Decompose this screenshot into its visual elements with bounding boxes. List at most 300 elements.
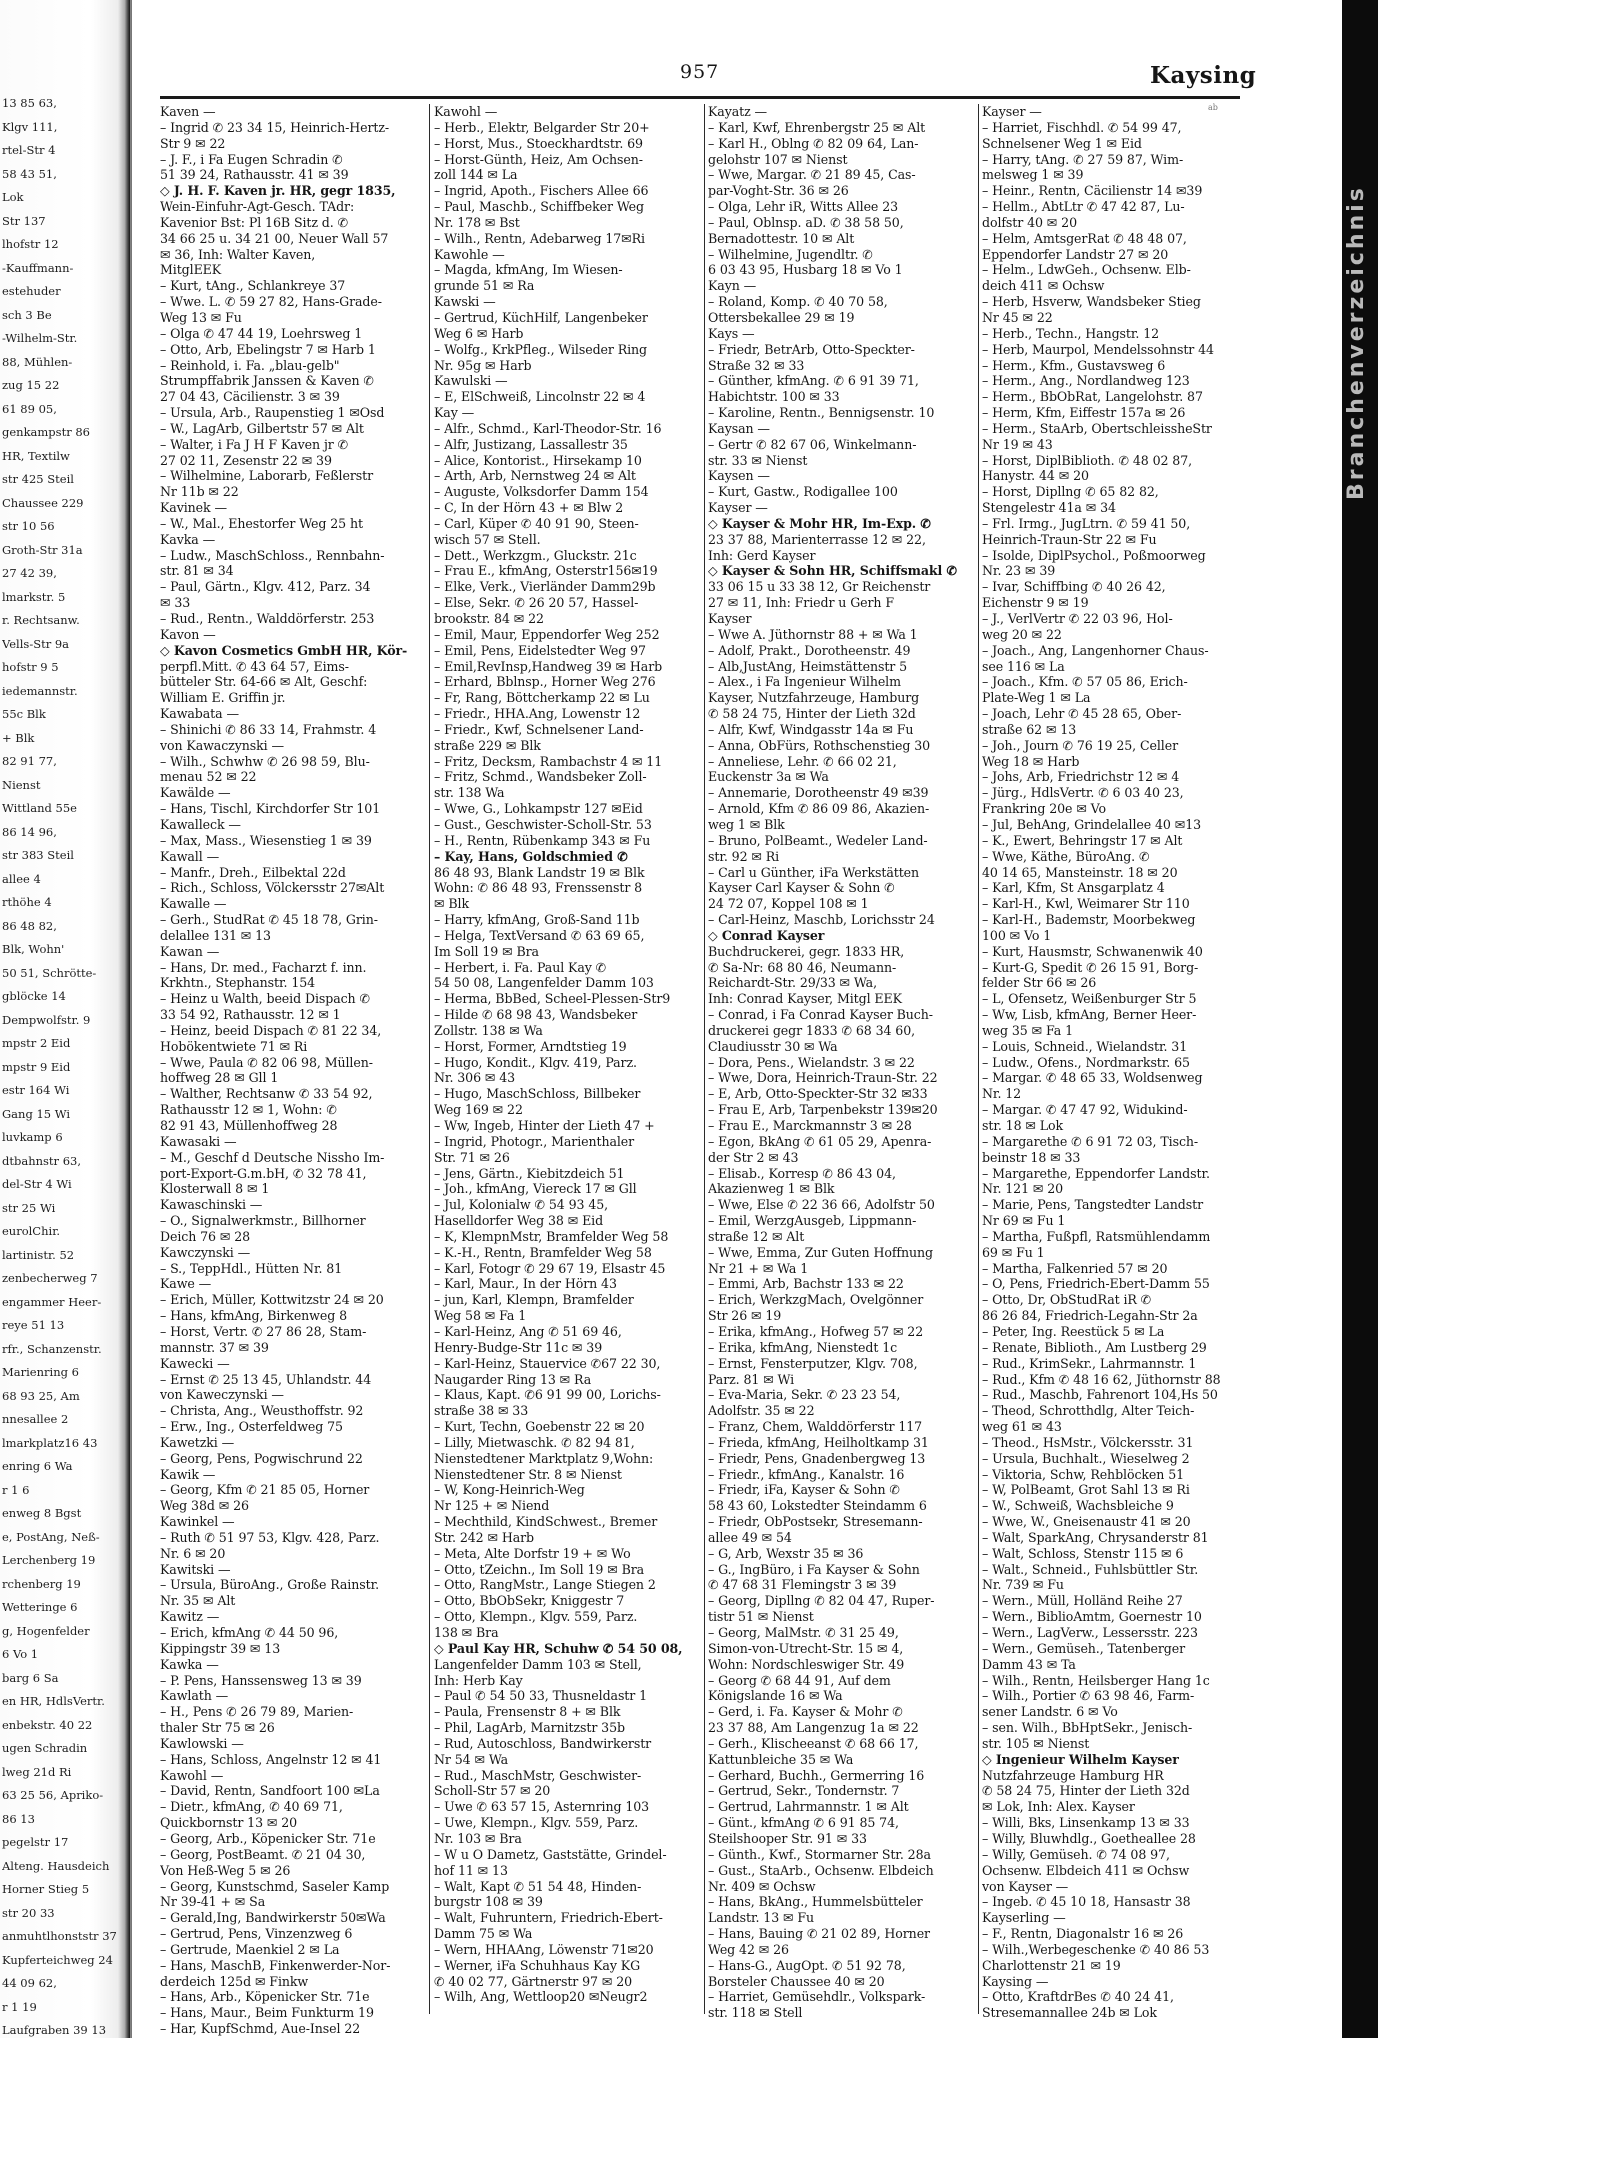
directory-entry: – Gertrud, Sekr., Tondernstr. 7	[708, 1783, 900, 1799]
directory-entry: 58 43 60, Lokstedter Steindamm 6	[708, 1498, 927, 1514]
directory-entry: – W u O Dametz, Gaststätte, Grindel-	[434, 1846, 667, 1862]
directory-entry: ◇ Kavon Cosmetics GmbH HR, Kör-	[160, 642, 408, 658]
fragment-line: r. Rechtsanw.	[2, 613, 80, 627]
directory-entry: – Martha, Fußpfl, Ratsmühlendamm	[982, 1228, 1211, 1244]
directory-entry: – Ivar, Schiffbing ✆ 40 26 42,	[982, 579, 1166, 595]
directory-entry: hof 11 ✉ 13	[434, 1862, 508, 1878]
fragment-line: 55c Blk	[2, 707, 46, 721]
directory-entry: 33 06 15 u 33 38 12, Gr Reichenstr	[708, 579, 931, 595]
directory-entry: Plate-Weg 1 ✉ La	[982, 690, 1091, 706]
directory-entry: tistr 51 ✉ Nienst	[708, 1609, 814, 1625]
directory-entry: str. 33 ✉ Nienst	[708, 452, 808, 468]
directory-entry: – Dora, Pens., Wielandstr. 3 ✉ 22	[708, 1054, 915, 1070]
directory-entry: beinstr 18 ✉ 33	[982, 1149, 1081, 1165]
fragment-line: r 1 6	[2, 1482, 30, 1497]
directory-entry: – K., Ewert, Behringstr 17 ✉ Alt	[982, 832, 1183, 848]
directory-entry: – Wern., Müll, Holländ Reihe 27	[982, 1593, 1183, 1609]
directory-entry: – Gertr ✆ 82 67 06, Winkelmann-	[708, 436, 917, 452]
fragment-line: lartinistr. 52	[2, 1247, 75, 1262]
directory-entry: – M., Geschf d Deutsche Nissho Im-	[160, 1149, 385, 1165]
directory-entry: – Karl-Heinz, Stauervice ✆67 22 30,	[434, 1355, 661, 1371]
surname-heading: Kay —	[434, 405, 475, 421]
directory-entry: – Eva-Maria, Sekr. ✆ 23 23 54,	[708, 1387, 901, 1403]
directory-entry: – Uwe ✆ 63 57 15, Asternring 103	[434, 1799, 650, 1815]
directory-entry: – Ww, Lisb, kfmAng, Berner Heer-	[982, 1007, 1197, 1023]
directory-entry: – Helga, TextVersand ✆ 63 69 65,	[434, 927, 645, 943]
directory-entry: Nr. 12	[982, 1086, 1022, 1102]
fragment-line: 86 14 96,	[2, 824, 57, 839]
directory-entry: – Walt, SparkAng, Chrysanderstr 81	[982, 1529, 1209, 1545]
directory-entry: Nr 19 ✉ 43	[982, 436, 1053, 452]
directory-entry: sener Landstr. 6 ✉ Vo	[982, 1704, 1118, 1720]
directory-entry: – Kurt, Hausmstr, Schwanenwik 40	[982, 943, 1203, 959]
directory-entry: allee 49 ✉ 54	[708, 1529, 792, 1545]
surname-heading: von Kaweczynski —	[160, 1387, 284, 1403]
directory-entry: 27 02 11, Zesenstr 22 ✉ 39	[160, 452, 332, 468]
directory-entry: – Hans, Maur., Beim Funkturm 19	[160, 2005, 374, 2021]
directory-entry: MitglEEK	[160, 262, 222, 278]
directory-entry: – W., LagArb, Gilbertstr 57 ✉ Alt	[160, 420, 364, 436]
directory-entry: – Erika, kfmAng, Nienstedt 1c	[708, 1339, 898, 1355]
fragment-line: luvkamp 6	[2, 1130, 63, 1144]
directory-entry: Weg 13 ✉ Fu	[160, 309, 242, 325]
directory-entry: – Lilly, Mietwaschk. ✆ 82 94 81,	[434, 1434, 635, 1450]
directory-entry: Inh: Conrad Kayser, Mitgl EEK	[708, 991, 902, 1007]
directory-entry: – Otto, Arb, Ebelingstr 7 ✉ Harb 1	[160, 341, 376, 357]
fragment-line: lweg 21d Ri	[2, 1764, 72, 1779]
directory-entry: brookstr. 84 ✉ 22	[434, 611, 544, 626]
directory-entry: – Karl H., Oblng ✆ 82 09 64, Lan-	[708, 135, 919, 151]
directory-entry: ◇ Paul Kay HR, Schuhw ✆ 54 50 08,	[434, 1640, 683, 1656]
surname-heading: Kawälde —	[160, 785, 231, 801]
fragment-line: 68 93 25, Am	[2, 1388, 80, 1403]
fragment-line: Dempwolfstr. 9	[2, 1012, 91, 1027]
directory-entry: – Rud, Autoschloss, Bandwirkerstr	[434, 1735, 652, 1751]
directory-entry: – Otto, Klempn., Klgv. 559, Parz.	[434, 1609, 638, 1625]
directory-entry: str. 118 ✉ Stell	[708, 2005, 803, 2021]
directory-entry: ✉ 36, Inh: Walter Kaven,	[160, 246, 316, 262]
directory-entry: mannstr. 37 ✉ 39	[160, 1339, 269, 1355]
fragment-line: Lok	[2, 190, 24, 204]
surname-heading: Kawka —	[160, 1656, 219, 1672]
directory-entry: – Günther, kfmAng. ✆ 6 91 39 71,	[708, 373, 919, 389]
directory-entry: – Otto, KraftdrBes ✆ 40 24 41,	[982, 1989, 1174, 2005]
fragment-line: estehuder	[2, 284, 61, 298]
surname-heading: Kawasaki —	[160, 1133, 237, 1149]
fragment-line: zug 15 22	[2, 378, 60, 392]
directory-entry: Kattunbleiche 35 ✉ Wa	[708, 1751, 854, 1767]
directory-entry: – Paul, Maschb., Schiffbeker Weg	[434, 199, 644, 215]
directory-entry: – Friedr, BetrArb, Otto-Speckter-	[708, 341, 915, 357]
directory-entry: – Alb,JustAng, Heimstättenstr 5	[708, 658, 908, 674]
fragment-line: del-Str 4 Wi	[2, 1177, 72, 1191]
fragment-line: 44 09 62,	[2, 1976, 57, 1990]
directory-entry: Euckenstr 3a ✉ Wa	[708, 769, 829, 785]
fragment-line: enring 6 Wa	[2, 1459, 73, 1473]
directory-entry: – Wilh., Rentn, Adebarweg 17✉Ri	[434, 230, 645, 246]
header-rule	[160, 96, 1240, 99]
surname-heading: Kawabata —	[160, 706, 239, 722]
directory-entry: Nr. 409 ✉ Ochsw	[708, 1878, 816, 1894]
directory-entry: – Harriet, Gemüsehdlr., Volkspark-	[708, 1989, 926, 2005]
surname-heading: Kayser —	[982, 104, 1042, 119]
directory-entry: – Wwe, G., Lohkampstr 127 ✉Eid	[434, 801, 643, 817]
surname-heading: Kaysing —	[982, 1973, 1049, 1989]
directory-entry: weg 20 ✉ 22	[982, 626, 1062, 642]
directory-entry: – Theod., HsMstr., Völckersstr. 31	[982, 1434, 1194, 1450]
fragment-line: zenbecherweg 7	[2, 1271, 98, 1285]
fragment-line: genkampstr 86	[2, 425, 90, 439]
directory-entry: – Kurt, Gastw., Rodigallee 100	[708, 484, 898, 500]
fragment-line: engammer Heer-	[2, 1294, 102, 1309]
directory-entry: – Rud., MaschMstr, Geschwister-	[434, 1767, 642, 1783]
surname-heading: Kawetzki —	[160, 1434, 235, 1450]
directory-entry: – K.-H., Rentn, Bramfelder Weg 58	[434, 1244, 652, 1260]
directory-entry: Naugarder Ring 13 ✉ Ra	[434, 1371, 592, 1387]
directory-entry: straße 229 ✉ Blk	[434, 737, 541, 753]
fragment-line: 86 13	[2, 1811, 35, 1826]
directory-entry: – Kurt, Techn, Goebenstr 22 ✉ 20	[434, 1419, 645, 1435]
directory-entry: – Erhard, Bblnsp., Horner Weg 276	[434, 674, 656, 690]
directory-entry: Inh: Herb Kay	[434, 1672, 523, 1688]
bottom-margin	[0, 2038, 1380, 2177]
directory-entry: Kavenior Bst: Pl 16B Sitz d. ✆	[160, 214, 349, 230]
directory-entry: 51 39 24, Rathausstr. 41 ✉ 39	[160, 167, 349, 183]
directory-entry: hoffweg 28 ✉ Gll 1	[160, 1070, 279, 1086]
surname-heading: Kayser —	[708, 500, 768, 516]
directory-entry: – Fritz, Schmd., Wandsbeker Zoll-	[434, 769, 647, 785]
directory-entry: – W., Schweiß, Wachsbleiche 9	[982, 1498, 1174, 1514]
directory-entry: Ochsenw. Elbdeich 411 ✉ Ochsw	[982, 1862, 1190, 1878]
fragment-line: rthöhe 4	[2, 895, 52, 909]
directory-entry: – Arth, Arb, Nernstweg 24 ✉ Alt	[434, 468, 636, 484]
directory-entry: der Str 2 ✉ 43	[708, 1149, 799, 1165]
directory-entry: – Erika, kfmAng., Hofweg 57 ✉ 22	[708, 1323, 924, 1339]
directory-entry: – Herm., Ang., Nordlandweg 123	[982, 373, 1190, 389]
directory-entry: derdeich 125d ✉ Finkw	[160, 1973, 309, 1989]
directory-entry: Bernadottestr. 10 ✉ Alt	[708, 230, 855, 246]
directory-entry: – Ingrid ✆ 23 34 15, Heinrich-Hertz-	[160, 119, 390, 135]
spine-band	[1342, 0, 1378, 2055]
directory-entry: Nr 11b ✉ 22	[160, 484, 239, 500]
fragment-line: Klgv 111,	[2, 119, 58, 134]
directory-entry: – Joach., Ang, Langenhorner Chaus-	[982, 642, 1209, 658]
directory-entry: – Carl, Küper ✆ 40 91 90, Steen-	[434, 515, 639, 531]
fragment-line: Chaussee 229	[2, 495, 84, 510]
directory-entry: Straße 32 ✉ 33	[708, 357, 805, 373]
directory-entry: – E, Arb, Otto-Speckter-Str 32 ✉33	[708, 1086, 928, 1102]
directory-entry: ◇ J. H. F. Kaven jr. HR, gegr 1835,	[160, 183, 396, 199]
directory-entry: straße 38 ✉ 33	[434, 1403, 529, 1419]
directory-entry: – Werner, iFa Schuhhaus Kay KG	[434, 1957, 641, 1973]
directory-entry: – Georg, Arb., Köpenicker Str. 71e	[160, 1830, 376, 1846]
column-divider	[978, 104, 979, 2014]
directory-entry: ✆ 40 02 77, Gärtnerstr 97 ✉ 20	[434, 1973, 633, 1989]
directory-entry: – Horst, Mus., Stoeckhardtstr. 69	[434, 135, 643, 151]
directory-entry: ◇ Conrad Kayser	[708, 927, 825, 943]
directory-entry: ✉ 33	[160, 595, 191, 611]
directory-entry: – Karl, Kwf, Ehrenbergstr 25 ✉ Alt	[708, 119, 926, 135]
directory-entry: – E, ElSchweiß, Lincolnstr 22 ✉ 4	[434, 389, 646, 405]
directory-entry: – O, Pens, Friedrich-Ebert-Damm 55	[982, 1276, 1210, 1292]
directory-entry: 86 26 84, Friedrich-Legahn-Str 2a	[982, 1308, 1198, 1324]
directory-entry: – Herbert, i. Fa. Paul Kay ✆	[434, 959, 607, 975]
column-divider	[704, 104, 705, 2014]
directory-entry: port-Export-G.m.bH, ✆ 32 78 41,	[160, 1165, 367, 1181]
directory-entry: – Olga ✆ 47 44 19, Loehrsweg 1	[160, 325, 363, 341]
directory-entry: – Paul, Oblnsp. aD. ✆ 38 58 50,	[708, 214, 904, 230]
directory-entry: – Annemarie, Dorotheenstr 49 ✉39	[708, 785, 929, 801]
fragment-line: dtbahnstr 63,	[2, 1153, 81, 1168]
directory-entry: – Karl-H., Kwl, Weimarer Str 110	[982, 896, 1190, 912]
directory-column-2	[434, 104, 704, 2005]
surname-heading: Kaysen —	[708, 468, 770, 484]
fragment-line: gblöcke 14	[2, 989, 66, 1003]
directory-entry: see 116 ✉ La	[982, 658, 1065, 674]
directory-entry: – Bruno, PolBeamt., Wedeler Land-	[708, 832, 928, 848]
surname-heading: Kawlowski —	[160, 1735, 244, 1751]
fragment-line: Alteng. Hausdeich	[2, 1858, 110, 1873]
scan-margin	[1340, 0, 1600, 2177]
directory-entry: Haselldorfer Weg 38 ✉ Eid	[434, 1213, 604, 1229]
surname-heading: Kawohl —	[434, 104, 498, 119]
directory-entry: Rathausstr 12 ✉ 1, Wohn: ✆	[160, 1102, 337, 1118]
directory-entry: – Ww, Ingeb, Hinter der Lieth 47 +	[434, 1118, 655, 1133]
directory-entry: straße 12 ✉ Alt	[708, 1228, 805, 1244]
directory-entry: – Georg, Dipllng ✆ 82 04 47, Ruper-	[708, 1593, 935, 1609]
directory-entry: – Walt, Fuhruntern, Friedrich-Ebert-	[434, 1910, 663, 1926]
directory-entry: – Walter, i Fa J H F Kaven jr ✆	[160, 436, 349, 452]
directory-entry: – Mechthild, KindSchwest., Bremer	[434, 1514, 658, 1530]
directory-entry: – Rich., Schloss, Völckersstr 27✉Alt	[160, 880, 385, 896]
directory-entry: – Georg ✆ 68 44 91, Auf dem	[708, 1672, 891, 1688]
surname-heading: Kawalleck —	[160, 816, 241, 832]
directory-entry: – Rud., Rentn., Walddörferstr. 253	[160, 611, 375, 626]
directory-entry: – Fr, Rang, Böttcherkamp 22 ✉ Lu	[434, 690, 650, 706]
directory-entry: zoll 144 ✉ La	[434, 167, 518, 183]
directory-entry: – Herm., BbObRat, Langelohstr. 87	[982, 389, 1203, 405]
directory-entry: – Horst, DiplBiblioth. ✆ 48 02 87,	[982, 452, 1193, 468]
directory-entry: – Herb, Hsverw, Wandsbeker Stieg	[982, 294, 1201, 310]
directory-entry: – Emil, Pens, Eidelstedter Weg 97	[434, 642, 646, 658]
directory-entry: Nienstedtener Marktplatz 9,Wohn:	[434, 1450, 654, 1466]
directory-entry: – W, Kong-Heinrich-Weg	[434, 1482, 585, 1498]
directory-entry: Wohn: Nordschleswiger Str. 49	[708, 1656, 905, 1672]
directory-entry: – Ingrid, Photogr., Marienthaler	[434, 1133, 635, 1149]
directory-entry: – Friedr, iFa, Kayser & Sohn ✆	[708, 1482, 900, 1498]
directory-entry: – Friedr, Pens, Gnadenbergweg 13	[708, 1450, 926, 1466]
fragment-line: -Wilhelm-Str.	[2, 331, 78, 345]
directory-entry: – Emil,RevInsp,Handweg 39 ✉ Harb	[434, 658, 663, 674]
directory-entry: – Willi, Bks, Linsenkamp 13 ✉ 33	[982, 1815, 1190, 1831]
fragment-line: Kupferteichweg 24	[2, 1952, 113, 1967]
directory-entry: grunde 51 ✉ Ra	[434, 278, 535, 294]
gutter-shadow	[118, 0, 132, 2038]
fragment-line: g, Hogenfelder	[2, 1623, 90, 1638]
surname-heading: Kawan —	[160, 943, 220, 959]
directory-entry: – Else, Sekr. ✆ 26 20 57, Hassel-	[434, 595, 639, 611]
fragment-line: lhofstr 12	[2, 237, 59, 251]
directory-entry: 54 50 08, Langenfelder Damm 103	[434, 975, 654, 991]
directory-entry: – Ingrid, Apoth., Fischers Allee 66	[434, 183, 649, 199]
directory-entry: – Walt, Schloss, Stenstr 115 ✉ 6	[982, 1545, 1184, 1561]
fragment-line: nnesallee 2	[2, 1412, 69, 1426]
directory-entry: – W, PolBeamt, Grot Sahl 13 ✉ Ri	[982, 1482, 1190, 1498]
directory-entry: – Günth., Kwf., Stormarner Str. 28a	[708, 1846, 931, 1862]
directory-entry: Simon-von-Utrecht-Str. 15 ✉ 4,	[708, 1640, 904, 1656]
directory-entry: – Wwe A. Jüthornstr 88 + ✉ Wa 1	[708, 626, 918, 642]
directory-entry: – Heinz, beeid Dispach ✆ 81 22 34,	[160, 1022, 382, 1038]
fragment-line: pegelstr 17	[2, 1835, 69, 1849]
directory-entry: Nr 21 + ✉ Wa 1	[708, 1260, 809, 1276]
directory-entry: – Margar. ✆ 47 47 92, Widukind-	[982, 1102, 1188, 1118]
directory-entry: – Wolfg., KrkPfleg., Wilseder Ring	[434, 341, 647, 357]
fragment-line: 63 25 56, Apriko-	[2, 1788, 104, 1802]
directory-entry: Heinrich-Traun-Str 22 ✉ Fu	[982, 531, 1157, 547]
surname-heading: Kavinek —	[160, 500, 227, 516]
directory-entry: – Karl, Kfm, St Ansgarplatz 4	[982, 880, 1165, 896]
surname-heading: Kavka —	[160, 531, 216, 547]
fragment-line: barg 6 Sa	[2, 1670, 59, 1685]
directory-entry: thaler Str 75 ✉ 26	[160, 1720, 275, 1736]
directory-entry: – Margarethe ✆ 6 91 72 03, Tisch-	[982, 1133, 1199, 1149]
directory-entry: Reichardt-Str. 29/33 ✉ Wa,	[708, 975, 877, 991]
directory-entry: – J. F., i Fa Eugen Schradin ✆	[160, 151, 343, 167]
running-head: Kaysing	[1150, 62, 1257, 89]
directory-entry: – S., TeppHdl., Hütten Nr. 81	[160, 1260, 343, 1276]
directory-entry: Borsteler Chaussee 40 ✉ 20	[708, 1973, 885, 1989]
directory-entry: – Karoline, Rentn., Bennigsenstr. 10	[708, 405, 935, 421]
directory-entry: – Willy, Gemüseh. ✆ 74 08 97,	[982, 1846, 1170, 1862]
surname-heading: Kayatz —	[708, 104, 768, 119]
surname-heading: Kawitz —	[160, 1609, 220, 1625]
fragment-line: 6 Vo 1	[2, 1647, 39, 1661]
directory-entry: – Paula, Frensenstr 8 + ✉ Blk	[434, 1704, 621, 1720]
directory-entry: – Hans, Dr. med., Facharzt f. inn.	[160, 959, 367, 975]
fragment-line: ugen Schradin	[2, 1741, 88, 1755]
directory-entry: – Peter, Ing. Reestück 5 ✉ La	[982, 1323, 1165, 1339]
fragment-line: eurolChir.	[2, 1224, 61, 1238]
directory-entry: – Magda, kfmAng, Im Wiesen-	[434, 262, 623, 278]
directory-entry: ✆ 47 68 31 Flemingstr 3 ✉ 39	[708, 1577, 897, 1593]
directory-entry: 82 91 43, Müllenhoffweg 28	[160, 1118, 338, 1133]
directory-entry: – Rud., Maschb, Fahrenort 104,Hs 50	[982, 1387, 1218, 1403]
directory-column-1	[160, 104, 430, 2037]
previous-page-fragment	[0, 0, 130, 2038]
fragment-line: Vells-Str 9a	[2, 636, 70, 651]
directory-entry: ◇ Kayser & Sohn HR, Schiffsmakl ✆	[708, 563, 957, 579]
surname-heading: Kawinkel —	[160, 1514, 235, 1530]
surname-heading: Kawalle —	[160, 896, 227, 912]
directory-entry: Nr. 178 ✉ Bst	[434, 214, 520, 230]
directory-entry: – Wilh, Ang, Wettloop20 ✉Neugr2	[434, 1989, 648, 2005]
directory-entry: – Friedr., HHA.Ang, Lowenstr 12	[434, 706, 641, 722]
fragment-line: Marienring 6	[2, 1365, 79, 1379]
directory-entry: – Rud., KrimSekr., Lahrmannstr. 1	[982, 1355, 1197, 1371]
directory-entry: – Karl, Fotogr ✆ 29 67 19, Elsastr 45	[434, 1260, 666, 1276]
directory-entry: ✆ 58 24 75, Hinter der Lieth 32d	[708, 706, 916, 722]
directory-entry: – Otto, tZeichn., Im Soll 19 ✉ Bra	[434, 1561, 645, 1577]
directory-entry: – P. Pens, Hanssensweg 13 ✉ 39	[160, 1672, 362, 1688]
directory-entry: – Gerhard, Buchh., Germerring 16	[708, 1767, 925, 1783]
directory-entry: – Alfr, Kwf, Windgasstr 14a ✉ Fu	[708, 721, 914, 737]
directory-entry: Langenfelder Damm 103 ✉ Stell,	[434, 1656, 642, 1672]
surname-heading: Kavon —	[160, 626, 216, 642]
directory-entry: – H., Pens ✆ 26 79 89, Marien-	[160, 1704, 354, 1720]
surname-heading: von Kawaczynski —	[160, 737, 284, 753]
directory-entry: ✆ 58 24 75, Hinter der Lieth 32d	[982, 1783, 1190, 1799]
directory-entry: Wohn: ✆ 86 48 93, Frenssenstr 8	[434, 880, 643, 896]
directory-entry: 27 04 43, Cäcilienstr. 3 ✉ 39	[160, 389, 340, 405]
surname-heading: Kawitski —	[160, 1561, 231, 1577]
directory-entry: – K, KlempnMstr, Bramfelder Weg 58	[434, 1228, 669, 1244]
directory-entry: Akazienweg 1 ✉ Blk	[708, 1181, 835, 1197]
surname-heading: Kawski —	[434, 294, 496, 310]
fragment-line: lmarkstr. 5	[2, 589, 66, 604]
directory-entry: Nr 54 ✉ Wa	[434, 1751, 508, 1767]
directory-entry: – Joh., kfmAng, Viereck 17 ✉ Gll	[434, 1181, 637, 1197]
surname-heading: Kaven —	[160, 104, 216, 119]
fragment-line: r 1 19	[2, 1999, 37, 2014]
directory-entry: 86 48 93, Blank Landstr 19 ✉ Blk	[434, 864, 645, 880]
directory-entry: Weg 58 ✉ Fa 1	[434, 1308, 527, 1324]
fragment-line: rfr., Schanzenstr.	[2, 1341, 102, 1356]
directory-entry: 33 54 92, Rathausstr. 12 ✉ 1	[160, 1007, 341, 1023]
directory-entry: – Hans, BkAng., Hummelsbütteler	[708, 1894, 923, 1910]
directory-entry: – Wwe, Else ✆ 22 36 66, Adolfstr 50	[708, 1197, 935, 1213]
directory-entry: Str 26 ✉ 19	[708, 1308, 782, 1324]
directory-entry: – Emil, WerzgAusgeb, Lippmann-	[708, 1213, 917, 1229]
directory-entry: – W., Mal., Ehestorfer Weg 25 ht	[160, 515, 363, 531]
directory-entry: – Joach., Kfm. ✆ 57 05 86, Erich-	[982, 674, 1188, 690]
column-divider	[429, 104, 430, 2014]
directory-entry: – Max, Mass., Wiesenstieg 1 ✉ 39	[160, 832, 372, 848]
directory-entry: – Friedr., Kwf, Schnelsener Land-	[434, 721, 644, 737]
directory-entry: – Ernst, Fensterputzer, Klgv. 708,	[708, 1355, 918, 1371]
directory-entry: – Kurt-G, Spedit ✆ 26 15 91, Borg-	[982, 959, 1199, 975]
directory-entry: – Hugo, Kondit., Klgv. 419, Parz.	[434, 1054, 637, 1070]
directory-entry: Wein-Einfuhr-Agt-Gesch. TAdr:	[160, 199, 355, 215]
fragment-line: enweg 8 Bgst	[2, 1506, 82, 1520]
directory-entry: Nr. 35 ✉ Alt	[160, 1593, 236, 1609]
directory-entry: – Wilh., Portier ✆ 63 98 46, Farm-	[982, 1688, 1195, 1704]
fragment-line: -Kauffmann-	[2, 260, 74, 275]
directory-entry: 27 ✉ 11, Inh: Friedr u Gerh F	[708, 595, 894, 611]
directory-entry: – Horst, Dipllng ✆ 65 82 82,	[982, 484, 1159, 500]
directory-entry: – Phil, LagArb, Marnitzstr 35b	[434, 1720, 625, 1736]
directory-entry: – Manfr., Dreh., Eilbektal 22d	[160, 864, 346, 880]
fragment-line: iedemannstr.	[2, 683, 78, 698]
directory-entry: Hobökentwiete 71 ✉ Ri	[160, 1038, 308, 1054]
fragment-line: Horner Stieg 5	[2, 1882, 90, 1896]
surname-heading: Kays —	[708, 325, 755, 341]
directory-entry: – Wwe, Margar. ✆ 21 89 45, Cas-	[708, 167, 916, 183]
directory-entry: – Kurt, tAng., Schlankreye 37	[160, 278, 346, 294]
directory-entry: – Walt., Schneid., Fuhlsbüttler Str.	[982, 1561, 1199, 1577]
directory-entry: – Georg, PostBeamt. ✆ 21 04 30,	[160, 1846, 366, 1862]
surname-heading: Kawik —	[160, 1466, 216, 1482]
directory-entry: Kayser, Nutzfahrzeuge, Hamburg	[708, 690, 920, 706]
directory-entry: Stresemannallee 24b ✉ Lok	[982, 2005, 1157, 2021]
fragment-line: lmarkplatz16 43	[2, 1435, 98, 1450]
directory-entry: – Wwe, Dora, Heinrich-Traun-Str. 22	[708, 1070, 938, 1086]
directory-entry: – Horst, Vertr. ✆ 27 86 28, Stam-	[160, 1323, 367, 1339]
directory-entry: ✆ Sa-Nr: 68 80 46, Neumann-	[708, 959, 897, 975]
directory-entry: – Hans, Bauing ✆ 21 02 89, Horner	[708, 1926, 930, 1942]
directory-entry: str. 138 Wa	[434, 785, 505, 801]
directory-entry: Steilshooper Str. 91 ✉ 33	[708, 1830, 867, 1846]
directory-entry: – Anneliese, Lehr. ✆ 66 02 21,	[708, 753, 897, 769]
